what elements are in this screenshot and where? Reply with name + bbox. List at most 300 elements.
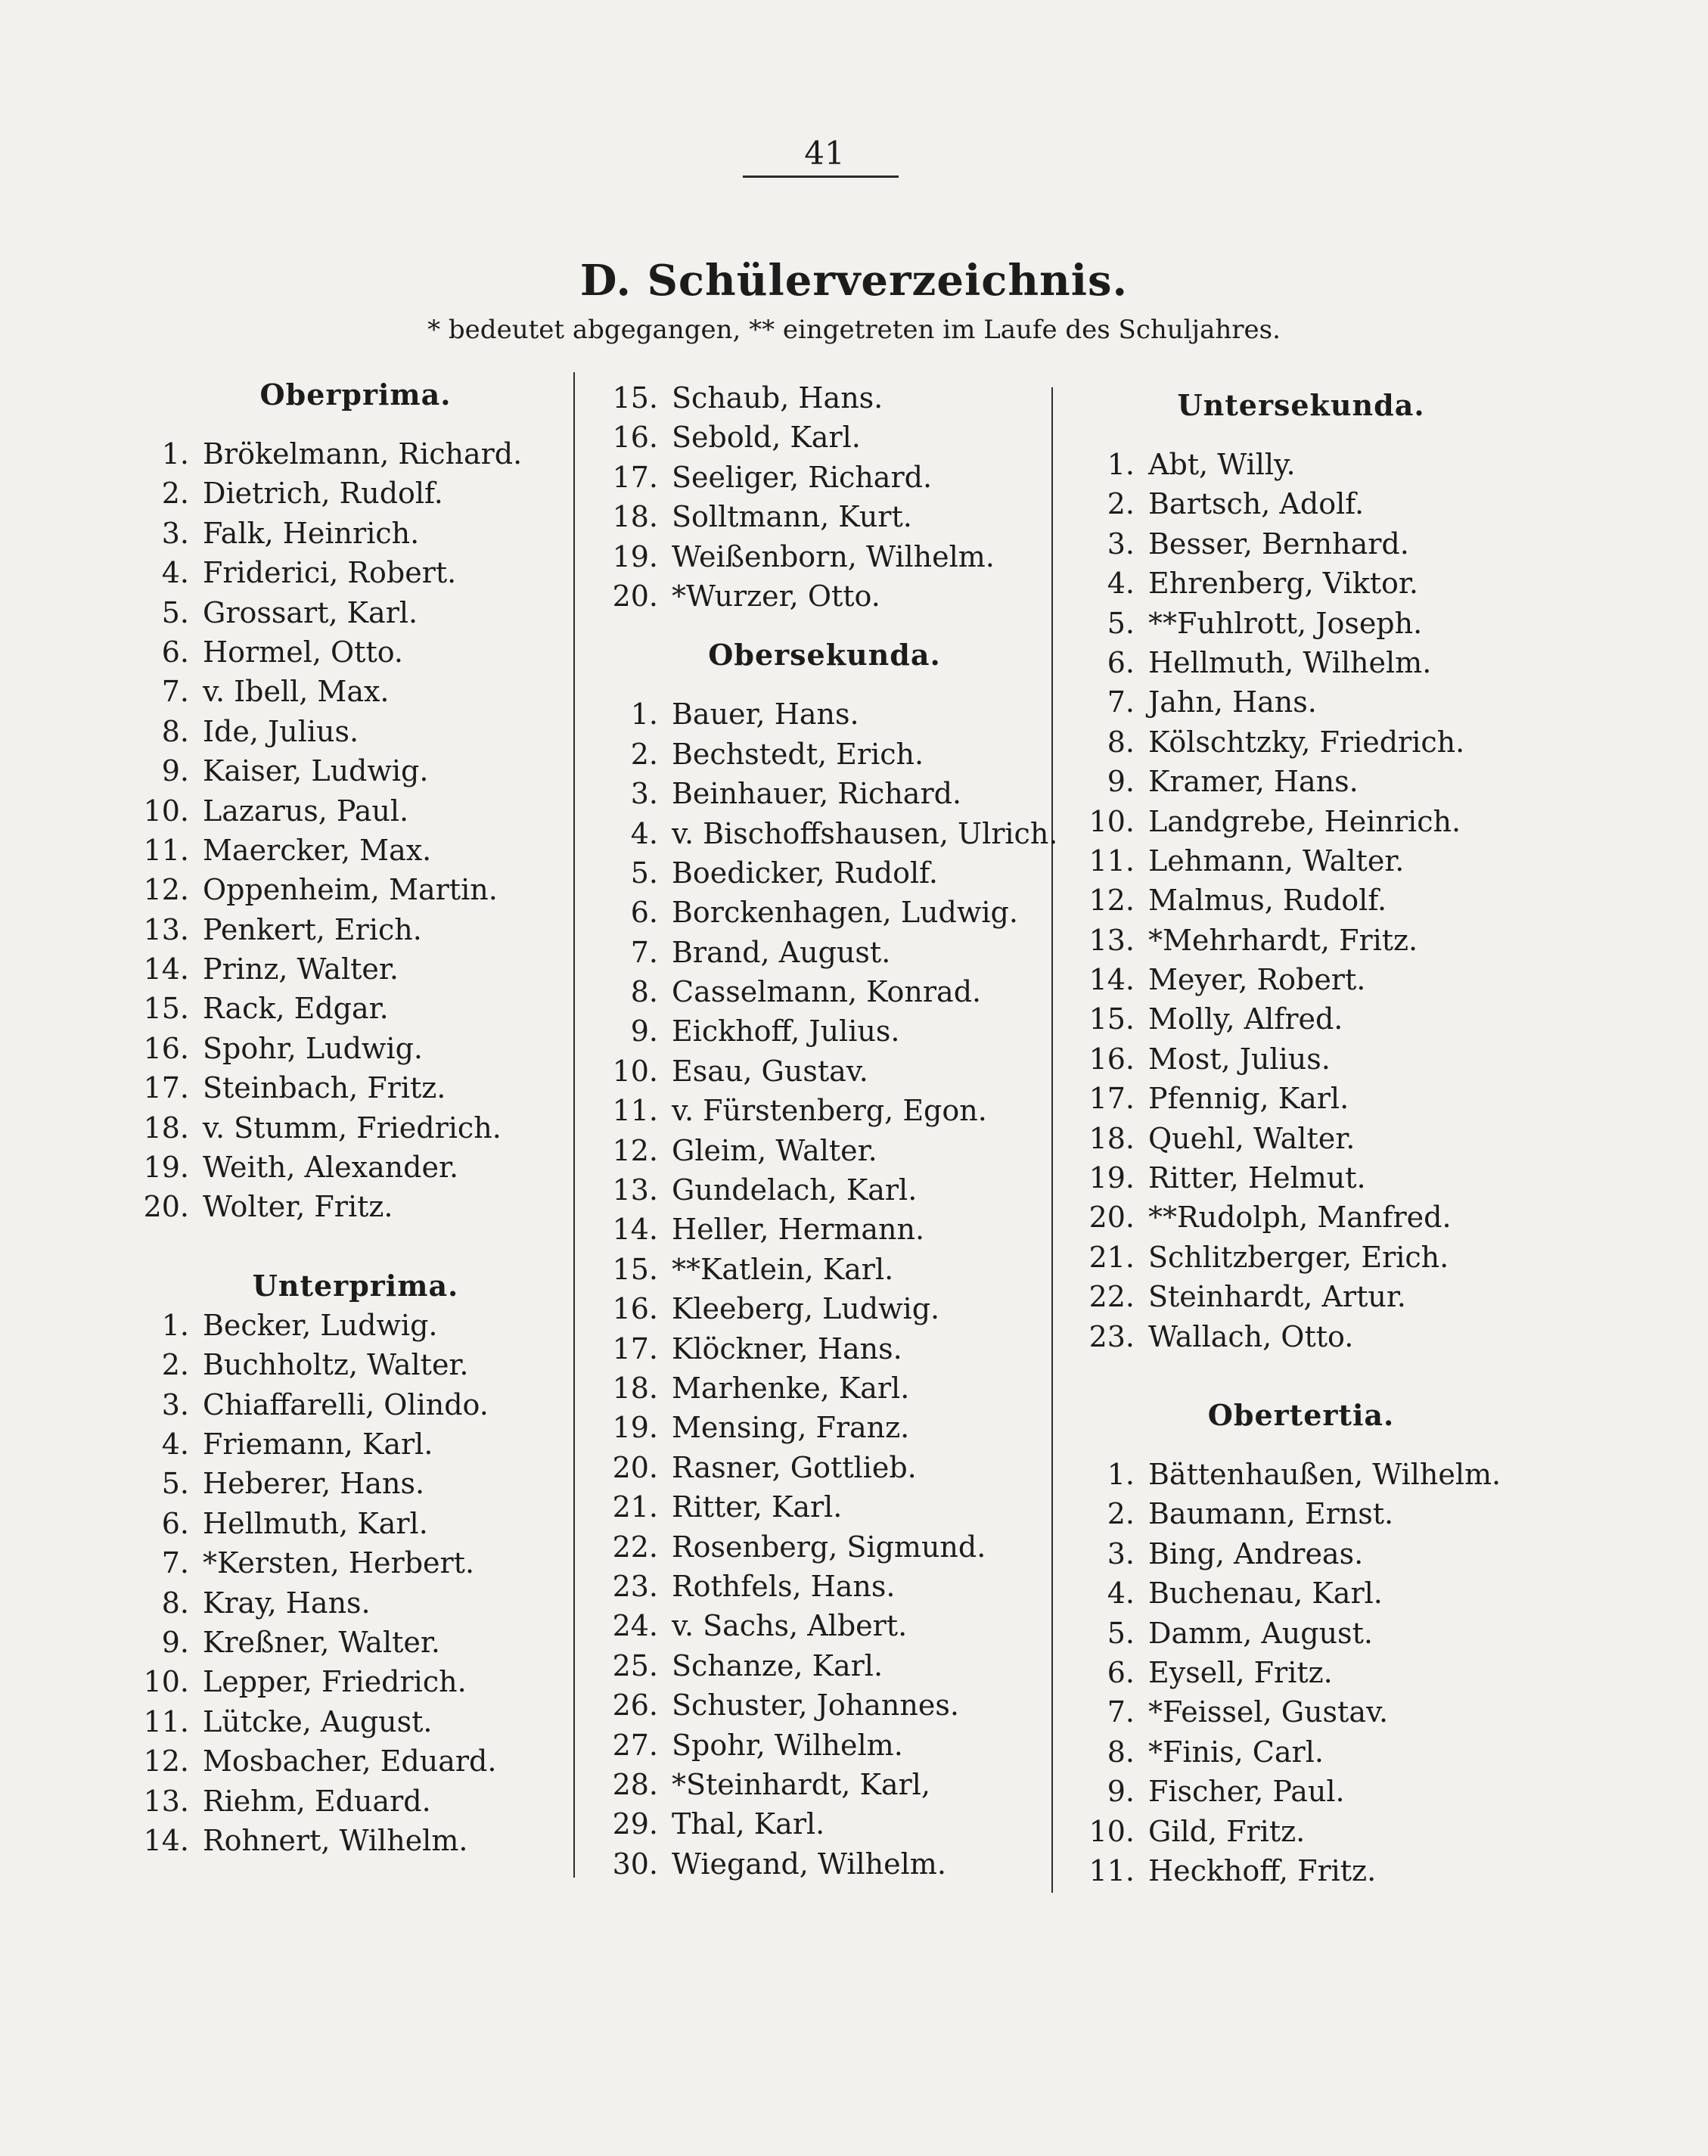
student-entry — [1074, 524, 1528, 564]
student-number: 10. — [143, 1665, 189, 1699]
student-entry — [598, 814, 1058, 853]
student-name: v. Ibell, Max. — [203, 675, 390, 709]
student-name: Steinbach, Fritz. — [203, 1071, 446, 1105]
student-number: 2. — [161, 1348, 189, 1382]
student-number: 4. — [1107, 567, 1135, 601]
student-name: Buchholtz, Walter. — [203, 1348, 469, 1382]
student-entry — [1074, 1455, 1528, 1494]
student-number: 19. — [143, 1151, 189, 1185]
student-entry — [1074, 1158, 1528, 1198]
student-number: 8. — [1107, 725, 1135, 759]
student-name: Kaiser, Ludwig. — [203, 754, 429, 788]
student-number: 22. — [1088, 1280, 1135, 1314]
student-name: Rohnert, Wilhelm. — [203, 1823, 468, 1857]
student-entry — [598, 1487, 1051, 1527]
student-number: 4. — [630, 816, 658, 850]
student-name: Bättenhaußen, Wilhelm. — [1148, 1457, 1501, 1491]
student-number: 11. — [143, 1704, 189, 1738]
student-name: Steinhardt, Artur. — [1148, 1280, 1406, 1314]
student-number: 4. — [161, 1427, 189, 1461]
student-name: Rack, Edgar. — [203, 992, 389, 1026]
student-entry — [1074, 1039, 1528, 1079]
student-number: 2. — [630, 737, 658, 771]
student-name: Borckenhagen, Ludwig. — [672, 896, 1018, 930]
student-name: Boedicker, Rudolf. — [672, 856, 938, 890]
student-entry — [129, 791, 582, 831]
student-entry — [129, 870, 582, 909]
student-name: Molly, Alfred. — [1148, 1002, 1343, 1036]
student-entry — [129, 1108, 582, 1148]
student-list-oberprima — [129, 434, 582, 1227]
student-entry — [598, 378, 1051, 418]
student-number: 9. — [1107, 1775, 1135, 1809]
student-name: Esau, Gustav. — [672, 1054, 868, 1088]
student-number: 3. — [630, 777, 658, 811]
student-entry — [598, 1527, 1051, 1567]
student-number: 16. — [612, 1292, 658, 1326]
student-entry — [129, 1702, 582, 1741]
student-name: Lütcke, August. — [203, 1704, 433, 1738]
student-entry — [129, 1068, 582, 1108]
student-name: Eickhoff, Julius. — [672, 1014, 900, 1048]
student-number: 8. — [161, 1586, 189, 1620]
student-entry — [1074, 1317, 1528, 1356]
student-entry — [598, 576, 1051, 616]
section-heading: D. Schülerverzeichnis. — [579, 256, 1129, 306]
student-entry — [129, 1662, 582, 1701]
student-name: Wiegand, Wilhelm. — [672, 1847, 946, 1881]
student-number: 1. — [161, 437, 189, 471]
student-name: Kölschtzky, Friedrich. — [1148, 725, 1465, 759]
class-heading-obersekunda: Obersekunda. — [708, 638, 941, 673]
student-entry — [598, 418, 1051, 457]
student-list-obertertia — [1074, 1455, 1528, 1890]
student-entry — [129, 989, 582, 1028]
student-entry — [129, 910, 582, 949]
student-name: Spohr, Wilhelm. — [672, 1728, 903, 1762]
student-entry — [1074, 1277, 1528, 1316]
student-name: **Fuhlrott, Joseph. — [1148, 606, 1423, 640]
student-entry — [1074, 1238, 1528, 1277]
student-name: Maercker, Max. — [203, 833, 432, 867]
student-number: 1. — [630, 697, 658, 732]
student-number: 9. — [1107, 765, 1135, 799]
student-entry — [1074, 1574, 1528, 1613]
student-number: 7. — [161, 675, 189, 709]
student-entry — [1074, 1534, 1528, 1574]
student-name: Heckhoff, Fritz. — [1148, 1853, 1377, 1887]
student-number: 5. — [1107, 1616, 1135, 1650]
student-number: 19. — [612, 1411, 658, 1445]
student-number: 5. — [161, 595, 189, 629]
student-list-obersekunda — [598, 694, 1058, 1884]
student-number: 13. — [612, 1173, 658, 1207]
student-number: 16. — [612, 421, 658, 455]
student-name: Ritter, Karl. — [672, 1490, 843, 1524]
student-entry — [1074, 762, 1528, 801]
student-name: Lazarus, Paul. — [203, 794, 409, 828]
student-number: 14. — [143, 952, 189, 986]
student-entry — [1074, 1732, 1528, 1772]
student-name: Rosenberg, Sigmund. — [672, 1530, 986, 1564]
student-name: Brand, August. — [672, 935, 891, 969]
student-entry — [598, 1765, 1051, 1804]
student-entry — [129, 1504, 582, 1543]
student-entry — [129, 949, 582, 989]
student-number: 17. — [612, 1331, 658, 1365]
student-number: 3. — [1107, 1536, 1135, 1570]
student-number: 15. — [1088, 1002, 1135, 1036]
student-entry — [1074, 564, 1528, 603]
student-number: 3. — [161, 516, 189, 550]
student-name: Hormel, Otto. — [203, 635, 403, 669]
student-number: 4. — [161, 556, 189, 590]
student-entry — [129, 593, 582, 632]
student-name: Schuster, Johannes. — [672, 1688, 959, 1723]
student-number: 17. — [1088, 1082, 1135, 1116]
student-name: v. Bischoffshausen, Ulrich. — [672, 816, 1058, 850]
student-name: Kray, Hans. — [203, 1586, 371, 1620]
student-entry — [598, 537, 1051, 576]
student-entry — [1074, 1772, 1528, 1811]
student-entry — [129, 514, 582, 553]
student-list-unterprima-part2 — [598, 378, 1051, 616]
student-entry — [1074, 484, 1528, 523]
student-name: Rasner, Gottlieb. — [672, 1450, 917, 1484]
student-entry — [129, 831, 582, 870]
page-number-rule — [743, 176, 899, 178]
student-name: Kreßner, Walter. — [203, 1625, 440, 1659]
student-number: 14. — [143, 1823, 189, 1857]
student-entry — [598, 853, 1051, 893]
student-number: 3. — [1107, 527, 1135, 561]
student-name: Bartsch, Adolf. — [1148, 487, 1365, 521]
student-number: 12. — [143, 873, 189, 907]
student-number: 12. — [1088, 884, 1135, 918]
student-number: 30. — [612, 1847, 658, 1881]
student-entry — [129, 1424, 582, 1464]
legend-note: * bedeutet abgegangen, ** eingetreten im Laufe des Schuljahres. — [427, 315, 1281, 345]
student-number: 16. — [1088, 1042, 1135, 1076]
student-name: Prinz, Walter. — [203, 952, 399, 986]
student-name: **Katlein, Karl. — [672, 1252, 894, 1286]
student-number: 5. — [161, 1467, 189, 1501]
student-name: Seeliger, Richard. — [672, 460, 933, 494]
student-number: 25. — [612, 1648, 658, 1682]
student-number: 20. — [143, 1190, 189, 1224]
student-number: 21. — [612, 1490, 658, 1524]
student-entry — [598, 1726, 1051, 1765]
page-number: 41 — [804, 135, 845, 172]
student-name: Mosbacher, Eduard. — [203, 1744, 497, 1779]
student-number: 12. — [143, 1744, 189, 1779]
student-name: Beinhauer, Richard. — [672, 777, 962, 811]
student-name: Kramer, Hans. — [1148, 765, 1359, 799]
student-entry — [1074, 643, 1528, 682]
student-entry — [1074, 921, 1528, 960]
student-number: 13. — [143, 1784, 189, 1818]
student-name: Chiaffarelli, Olindo. — [203, 1387, 489, 1421]
student-number: 16. — [143, 1031, 189, 1065]
student-name: Grossart, Karl. — [203, 595, 418, 629]
student-entry — [1074, 999, 1528, 1039]
student-name: Hellmuth, Wilhelm. — [1148, 645, 1432, 679]
student-number: 2. — [161, 477, 189, 511]
student-entry — [598, 1646, 1051, 1685]
student-number: 7. — [161, 1546, 189, 1580]
student-entry — [598, 1329, 1051, 1368]
student-name: Schaub, Hans. — [672, 381, 884, 415]
student-name: Wallach, Otto. — [1148, 1319, 1354, 1353]
student-name: Fischer, Paul. — [1148, 1775, 1345, 1809]
student-entry — [1074, 960, 1528, 999]
student-entry — [598, 458, 1051, 497]
student-number: 11. — [1088, 1853, 1135, 1887]
student-number: 20. — [612, 1450, 658, 1484]
student-entry — [1074, 1614, 1528, 1653]
student-entry — [1074, 604, 1528, 643]
student-entry — [129, 751, 582, 791]
student-name: Brökelmann, Richard. — [203, 437, 523, 471]
student-number: 11. — [612, 1094, 658, 1128]
student-number: 8. — [161, 714, 189, 748]
student-list-unterprima-part1 — [129, 1306, 582, 1860]
student-name: Riehm, Eduard. — [203, 1784, 431, 1818]
student-entry — [1074, 682, 1528, 722]
student-number: 17. — [143, 1071, 189, 1105]
student-number: 13. — [143, 912, 189, 946]
student-name: Ritter, Helmut. — [1148, 1161, 1366, 1195]
student-entry — [129, 474, 582, 513]
student-name: Bing, Andreas. — [1148, 1536, 1364, 1570]
student-number: 23. — [612, 1569, 658, 1603]
student-number: 23. — [1088, 1319, 1135, 1353]
class-heading-unterprima: Unterprima. — [252, 1268, 459, 1303]
student-entry — [1074, 881, 1528, 920]
student-number: 4. — [1107, 1577, 1135, 1611]
student-name: Baumann, Ernst. — [1148, 1497, 1394, 1531]
student-entry — [598, 1131, 1051, 1170]
student-number: 1. — [1107, 1457, 1135, 1491]
student-list-untersekunda — [1074, 445, 1528, 1356]
student-number: 19. — [612, 539, 658, 573]
student-name: Bauer, Hans. — [672, 697, 859, 732]
student-name: Gundelach, Karl. — [672, 1173, 918, 1207]
student-entry — [129, 1148, 582, 1187]
student-entry — [129, 1187, 582, 1226]
student-number: 14. — [1088, 963, 1135, 997]
student-number: 9. — [630, 1014, 658, 1048]
student-name: Sebold, Karl. — [672, 421, 861, 455]
student-number: 8. — [630, 975, 658, 1009]
student-name: Damm, August. — [1148, 1616, 1373, 1650]
student-entry — [598, 1210, 1051, 1249]
student-entry — [598, 1408, 1051, 1447]
student-name: Buchenau, Karl. — [1148, 1577, 1383, 1611]
student-entry — [129, 1782, 582, 1821]
student-name: Klöckner, Hans. — [672, 1331, 902, 1365]
student-number: 9. — [161, 754, 189, 788]
student-entry — [129, 553, 582, 592]
student-name: *Finis, Carl. — [1148, 1735, 1324, 1769]
student-entry — [1074, 841, 1528, 881]
student-name: Kleeberg, Ludwig. — [672, 1292, 940, 1326]
student-name: Bechstedt, Erich. — [672, 737, 924, 771]
student-name: Eysell, Fritz. — [1148, 1655, 1333, 1689]
student-entry — [598, 933, 1051, 972]
student-number: 22. — [612, 1530, 658, 1564]
student-name: *Kersten, Herbert. — [203, 1546, 475, 1580]
student-name: Schanze, Karl. — [672, 1648, 884, 1682]
student-number: 15. — [612, 1252, 658, 1286]
student-entry — [129, 1345, 582, 1384]
student-name: Jahn, Hans. — [1148, 685, 1317, 719]
student-entry — [598, 1011, 1051, 1051]
student-entry — [598, 497, 1051, 536]
student-entry — [1074, 1851, 1528, 1890]
student-number: 18. — [612, 1371, 658, 1405]
student-name: Spohr, Ludwig. — [203, 1031, 423, 1065]
class-heading-untersekunda: Untersekunda. — [1177, 388, 1425, 422]
student-name: *Feissel, Gustav. — [1148, 1695, 1389, 1729]
student-number: 6. — [1107, 645, 1135, 679]
student-number: 6. — [630, 896, 658, 930]
student-name: Wolter, Fritz. — [203, 1190, 393, 1224]
student-number: 14. — [612, 1213, 658, 1247]
student-number: 7. — [1107, 1695, 1135, 1729]
student-name: Ehrenberg, Viktor. — [1148, 567, 1418, 601]
student-number: 15. — [143, 992, 189, 1026]
student-number: 18. — [612, 500, 658, 534]
student-name: *Wurzer, Otto. — [672, 579, 880, 613]
student-name: Weith, Alexander. — [203, 1151, 459, 1185]
student-number: 10. — [143, 794, 189, 828]
student-number: 2. — [1107, 487, 1135, 521]
student-name: Mensing, Franz. — [672, 1411, 910, 1445]
student-number: 5. — [630, 856, 658, 890]
student-entry — [598, 972, 1051, 1011]
student-name: Landgrebe, Heinrich. — [1148, 804, 1461, 838]
student-number: 10. — [1088, 804, 1135, 838]
student-name: Gleim, Walter. — [672, 1133, 877, 1167]
student-number: 18. — [1088, 1121, 1135, 1155]
student-name: Lepper, Friedrich. — [203, 1665, 467, 1699]
student-name: *Steinhardt, Karl, — [672, 1767, 930, 1801]
student-name: Becker, Ludwig. — [203, 1308, 438, 1342]
student-number: 17. — [612, 460, 658, 494]
student-number: 6. — [1107, 1655, 1135, 1689]
student-entry — [1074, 1079, 1528, 1118]
student-number: 10. — [1088, 1814, 1135, 1848]
student-entry — [129, 1464, 582, 1503]
student-name: Heller, Hermann. — [672, 1213, 925, 1247]
student-entry — [598, 1804, 1051, 1844]
student-name: *Mehrhardt, Fritz. — [1148, 923, 1418, 957]
student-entry — [1074, 722, 1528, 762]
student-entry — [598, 1844, 1051, 1884]
student-number: 2. — [1107, 1497, 1135, 1531]
student-number: 7. — [1107, 685, 1135, 719]
student-entry — [598, 694, 1051, 734]
class-heading-oberprima: Oberprima. — [259, 377, 452, 412]
student-name: Penkert, Erich. — [203, 912, 422, 946]
column-divider-right — [1051, 387, 1053, 1893]
column-right — [1074, 386, 1528, 1890]
student-name: Lehmann, Walter. — [1148, 843, 1405, 878]
student-entry — [1074, 1119, 1528, 1158]
student-entry — [1074, 1692, 1528, 1732]
student-entry — [1074, 1812, 1528, 1851]
student-entry — [598, 1567, 1051, 1606]
student-number: 15. — [612, 381, 658, 415]
student-number: 5. — [1107, 606, 1135, 640]
student-entry — [598, 1368, 1051, 1408]
student-number: 3. — [161, 1387, 189, 1421]
student-number: 20. — [612, 579, 658, 613]
student-number: 1. — [1107, 448, 1135, 481]
student-name: Most, Julius. — [1148, 1042, 1331, 1076]
student-entry — [129, 712, 582, 751]
student-name: v. Stumm, Friedrich. — [203, 1111, 502, 1145]
student-entry — [1074, 1653, 1528, 1692]
student-number: 18. — [143, 1111, 189, 1145]
student-name: Friemann, Karl. — [203, 1427, 433, 1461]
student-name: Abt, Willy. — [1148, 448, 1296, 481]
student-entry — [598, 735, 1051, 774]
student-entry — [598, 1685, 1051, 1725]
student-number: 1. — [161, 1308, 189, 1342]
student-name: Ide, Julius. — [203, 714, 359, 748]
student-entry — [129, 1623, 582, 1662]
student-name: Weißenborn, Wilhelm. — [672, 539, 995, 573]
student-entry — [598, 1289, 1051, 1328]
student-name: Meyer, Robert. — [1148, 963, 1366, 997]
student-entry — [598, 1091, 1051, 1130]
student-number: 8. — [1107, 1735, 1135, 1769]
student-number: 9. — [161, 1625, 189, 1659]
student-number: 6. — [161, 1506, 189, 1540]
student-entry — [129, 434, 582, 474]
student-entry — [129, 1385, 582, 1424]
student-number: 10. — [612, 1054, 658, 1088]
student-number: 26. — [612, 1688, 658, 1723]
student-entry — [1074, 445, 1528, 484]
student-name: Heberer, Hans. — [203, 1467, 425, 1501]
student-name: Thal, Karl. — [672, 1807, 825, 1841]
student-entry — [598, 1250, 1051, 1289]
student-name: Quehl, Walter. — [1148, 1121, 1356, 1155]
student-entry — [598, 1606, 1051, 1645]
student-name: Gild, Fritz. — [1148, 1814, 1306, 1848]
student-entry — [129, 1583, 582, 1623]
student-number: 11. — [1088, 843, 1135, 878]
student-number: 19. — [1088, 1161, 1135, 1195]
student-name: Dietrich, Rudolf. — [203, 477, 443, 511]
student-number: 29. — [612, 1807, 658, 1841]
student-entry — [598, 774, 1051, 813]
student-number: 13. — [1088, 923, 1135, 957]
student-number: 24. — [612, 1609, 658, 1643]
student-entry — [129, 1821, 582, 1860]
student-name: Besser, Bernhard. — [1148, 527, 1409, 561]
student-entry — [129, 632, 582, 672]
student-entry — [129, 1029, 582, 1068]
student-entry — [1074, 1494, 1528, 1533]
student-entry — [129, 1543, 582, 1583]
student-number: 12. — [612, 1133, 658, 1167]
student-number: 27. — [612, 1728, 658, 1762]
student-entry — [1074, 1198, 1528, 1237]
